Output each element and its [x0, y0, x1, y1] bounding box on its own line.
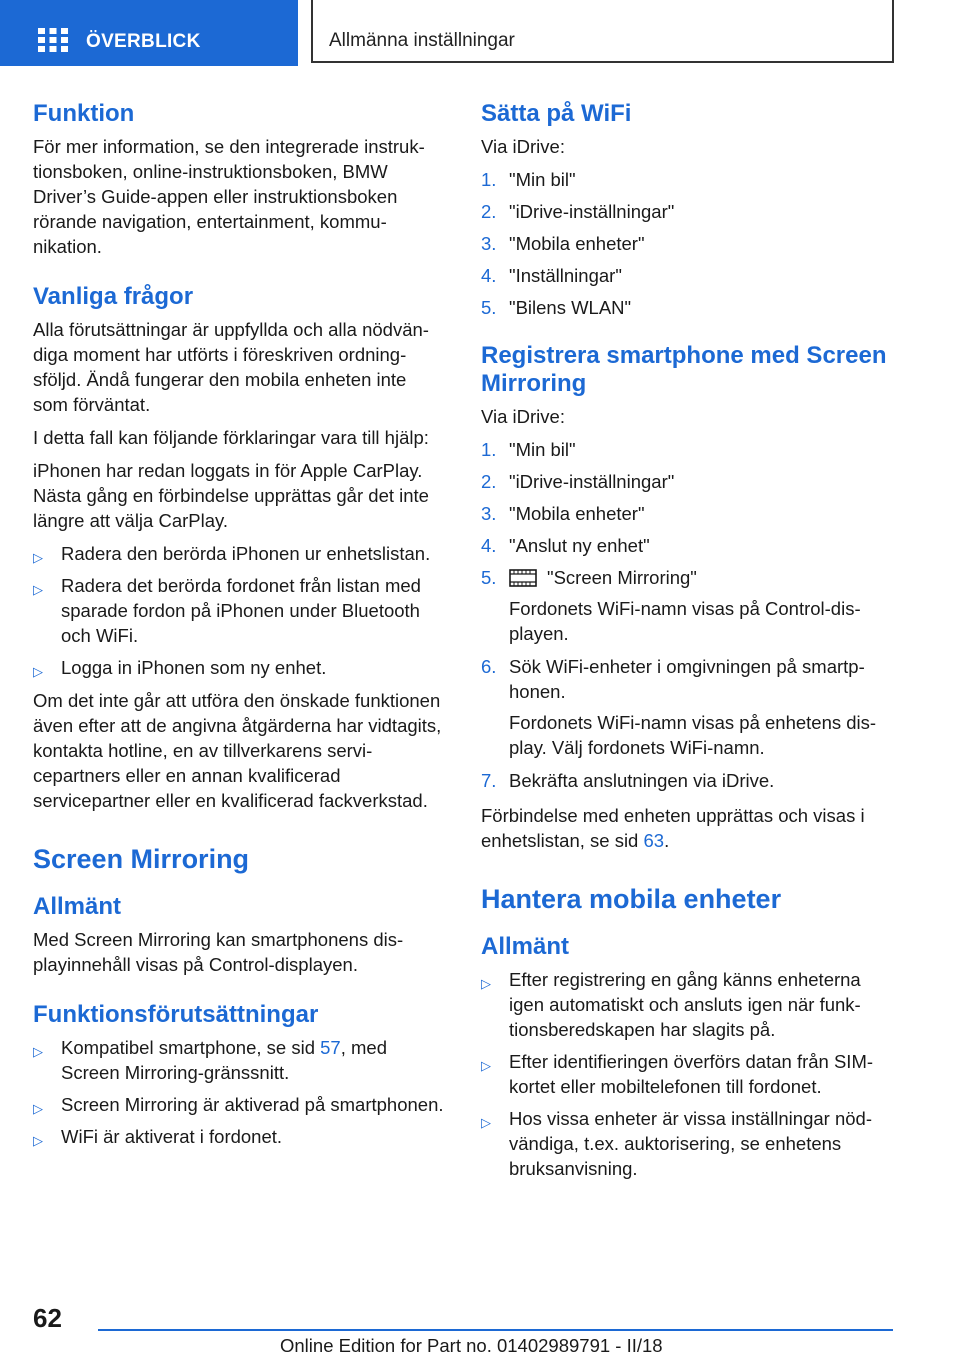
- page-link-63[interactable]: 63: [643, 830, 665, 851]
- list-item: 3. "Mobila enheter": [481, 233, 645, 254]
- list-item: ▷ Efter registrering en gång känns enheterna igen automatiskt och ansluts igen när funktionsberedskapen har slagits på.: [481, 969, 861, 1040]
- list-item: 5. "Screen Mirroring" Fordonets WiFi-namn visas på Control-displayen.: [481, 565, 893, 646]
- screen-mirroring-icon: [509, 569, 537, 587]
- overview-label: ÖVERBLICK: [86, 31, 201, 52]
- list-item: 2. "iDrive-inställningar": [481, 471, 675, 492]
- heading-wifi: Sätta på WiFi: [481, 100, 632, 127]
- triangle-bullet-icon: ▷: [33, 550, 43, 565]
- list-item: ▷ Radera den berörda iPhonen ur enhetslistan.: [33, 541, 445, 566]
- manage-bullet-list: [481, 967, 893, 1181]
- section-title-box: [311, 0, 894, 63]
- footer-edition: Online Edition for Part no. 01402989791 - II/18: [280, 1335, 663, 1356]
- heading-manage-devices: Hantera mobila enheter: [481, 884, 782, 914]
- left-column: [33, 100, 445, 1157]
- page-number: 62: [33, 1303, 62, 1333]
- triangle-bullet-icon: ▷: [33, 1044, 43, 1059]
- list-item: ▷ Screen Mirroring är aktiverad på smartphonen.: [33, 1092, 445, 1117]
- triangle-bullet-icon: ▷: [33, 1101, 43, 1116]
- faq-paragraph-4: Om det inte går att utföra den önskade funktionen även efter att de angivna åtgärderna har vidtagits, kontakta hotline, en av tillverkarens servicepartners eller en annan kvalificerad servicepartner eller en kvalificerad fackverkstad.: [33, 690, 442, 811]
- heading-funktion: Funktion: [33, 100, 135, 127]
- list-item: ▷ WiFi är aktiverat i fordonet.: [33, 1124, 445, 1149]
- page-header: [0, 0, 960, 66]
- heading-requirements: Funktionsförutsättningar: [33, 1001, 319, 1028]
- footer-divider: [98, 1329, 893, 1331]
- faq-paragraph-3: iPhonen har redan loggats in för Apple CarPlay. Nästa gång en förbindelse upprättas går det inte längre att välja CarPlay.: [33, 460, 429, 531]
- list-item: ▷ Efter identifieringen överförs datan från SIM-kortet eller mobiltelefonen till fordonet.: [481, 1051, 874, 1097]
- right-column: [481, 100, 893, 1189]
- wifi-intro: Via iDrive:: [481, 136, 565, 157]
- triangle-bullet-icon: ▷: [481, 976, 491, 991]
- heading-allmant: Allmänt: [33, 893, 122, 920]
- list-item: 7. Bekräfta anslutningen via iDrive.: [481, 770, 775, 791]
- list-item: 4. "Anslut ny enhet": [481, 535, 650, 556]
- step6-note: Fordonets WiFi-namn visas på enhetens display. Välj fordonets WiFi-namn.: [509, 712, 877, 758]
- wifi-steps: [481, 167, 893, 320]
- step5-note: Fordonets WiFi-namn visas på Control-displayen.: [509, 598, 861, 644]
- register-intro: Via iDrive:: [481, 406, 565, 427]
- faq-paragraph-1: Alla förutsättningar är uppfyllda och alla nödvändiga moment har utförts i föreskriven ordningsföljd. Ändå fungerar den mobila enheten inte som förväntat.: [33, 319, 429, 415]
- page-link-57[interactable]: 57: [320, 1037, 341, 1058]
- heading-screen-mirroring: Screen Mirroring: [33, 844, 250, 874]
- list-item: 4. "Inställningar": [481, 265, 622, 286]
- grid-menu-icon: [38, 28, 68, 52]
- list-item: ▷ Kompatibel smartphone, se sid 57, med Screen Mirroring-gränssnitt.: [33, 1037, 387, 1083]
- register-outro: Förbindelse med enheten upprättas och visas i enhetslistan, se sid 63.: [481, 805, 865, 851]
- heading-manage-allmant: Allmänt: [481, 933, 570, 960]
- requirements-list: [33, 1035, 445, 1149]
- list-item: ▷ Hos vissa enheter är vissa inställningar nödvändiga, t.ex. auktorisering, se enhetens bruksanvisning.: [481, 1108, 872, 1179]
- allmant-text: Med Screen Mirroring kan smartphonens displayinnehåll visas på Control-displayen.: [33, 929, 404, 975]
- overview-tab[interactable]: [0, 0, 298, 66]
- heading-register: Registrera smartphone med Screen Mirroring: [481, 342, 887, 397]
- list-item: 1. "Min bil": [481, 439, 576, 460]
- triangle-bullet-icon: ▷: [33, 1133, 43, 1148]
- section-title: Allmänna inställningar: [329, 30, 515, 51]
- register-steps: [481, 437, 893, 793]
- faq-bullet-list: [33, 541, 445, 680]
- triangle-bullet-icon: ▷: [33, 664, 43, 679]
- triangle-bullet-icon: ▷: [481, 1058, 491, 1073]
- list-item: ▷ Radera det berörda fordonet från listan med sparade fordon på iPhonen under Bluetooth och WiFi.: [33, 575, 421, 646]
- list-item: 6. Sök WiFi-enheter i omgivningen på smartphonen. Fordonets WiFi-namn visas på enhetens display. Välj fordonets WiFi-namn.: [481, 654, 893, 760]
- list-item: 5. "Bilens WLAN": [481, 297, 632, 318]
- heading-faq: Vanliga frågor: [33, 283, 194, 310]
- funktion-text: För mer information, se den integrerade instruktionsboken, online-instruktionsboken, BMW Driver’s Guide-appen eller instruktionsboken rörande navigation, entertainment, kommunikation.: [33, 136, 425, 257]
- faq-paragraph-2: I detta fall kan följande förklaringar vara till hjälp:: [33, 427, 429, 448]
- list-item: 1. "Min bil": [481, 169, 576, 190]
- triangle-bullet-icon: ▷: [481, 1115, 491, 1130]
- list-item: ▷ Logga in iPhonen som ny enhet.: [33, 655, 445, 680]
- list-item: 2. "iDrive-inställningar": [481, 201, 675, 222]
- triangle-bullet-icon: ▷: [33, 582, 43, 597]
- list-item: 3. "Mobila enheter": [481, 503, 645, 524]
